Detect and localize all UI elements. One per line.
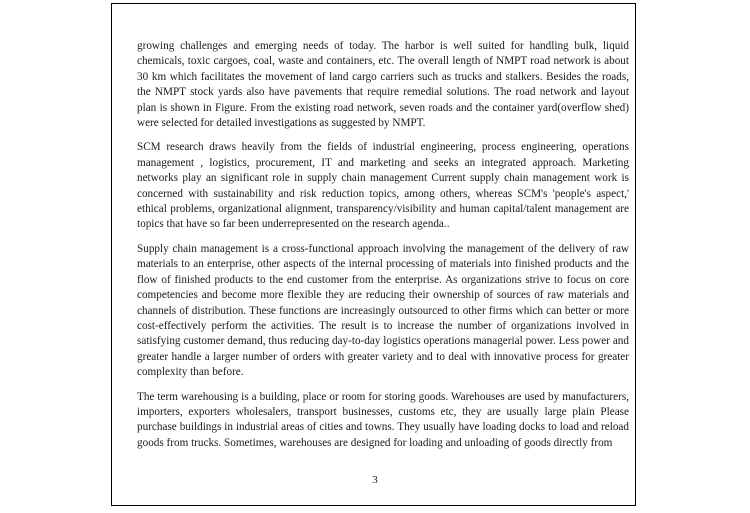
- paragraph-scm-research: SCM research draws heavily from the fields of industrial engineering, process engineering, operations management , logistics, procurement, IT and marketing and seeks an integrated approach. Marketing networks play an significant role in supply chain management Current supply chain management work is concerned with sustainability and risk reduction topics, among others, whereas SCM's 'people's aspect,' ethical problems, organizational alignment, transparency/visibility and human capital/talent management are topics that have so far been underrepresented on the research agenda..: [137, 141, 629, 231]
- paragraph-warehousing: The term warehousing is a building, place or room for storing goods. Warehouses are used by manufacturers, importers, exporters wholesalers, transport businesses, customs etc, they are usually large plain Please purchase buildings in industrial areas of cities and towns. They usually have loading docks to load and reload goods from trucks. Sometimes, warehouses are designed for loading and unloading of goods directly from: [137, 390, 629, 449]
- paragraph-supply-chain-management: Supply chain management is a cross-functional approach involving the management of the delivery of raw materials to an enterprise, other aspects of the internal processing of materials into finished products and the flow of finished products to the end customer from the enterprise. As organizations strive to focus on core competencies and become more flexible they are reducing their ownership of sources of raw materials and channels of distribution. These functions are increasingly outsourced to other firms which can better or more cost-effectively perform the activities. The result is to increase the number of organizations involved in satisfying customer demand, thus reducing day-to-day logistics operations managerial power. Less power and greater handle a larger number of orders with greater variety and to deal with innovative process for greater complexity than before.: [137, 242, 629, 379]
- paragraph-harbor: growing challenges and emerging needs of today. The harbor is well suited for handling bulk, liquid chemicals, toxic cargoes, coal, waste and containers, etc. The overall length of NMPT road network is about 30 km which facilitates the movement of land cargo carriers such as trucks and stalkers. Besides the roads, the NMPT stock yards also have pavements that require remedial solutions. The road network and layout plan is shown in Figure. From the existing road network, seven roads and the container yard(overflow shed) were selected for detailed investigations as suggested by NMPT.: [137, 40, 629, 130]
- page-number: 3: [372, 474, 378, 486]
- document-body: [137, 39, 629, 460]
